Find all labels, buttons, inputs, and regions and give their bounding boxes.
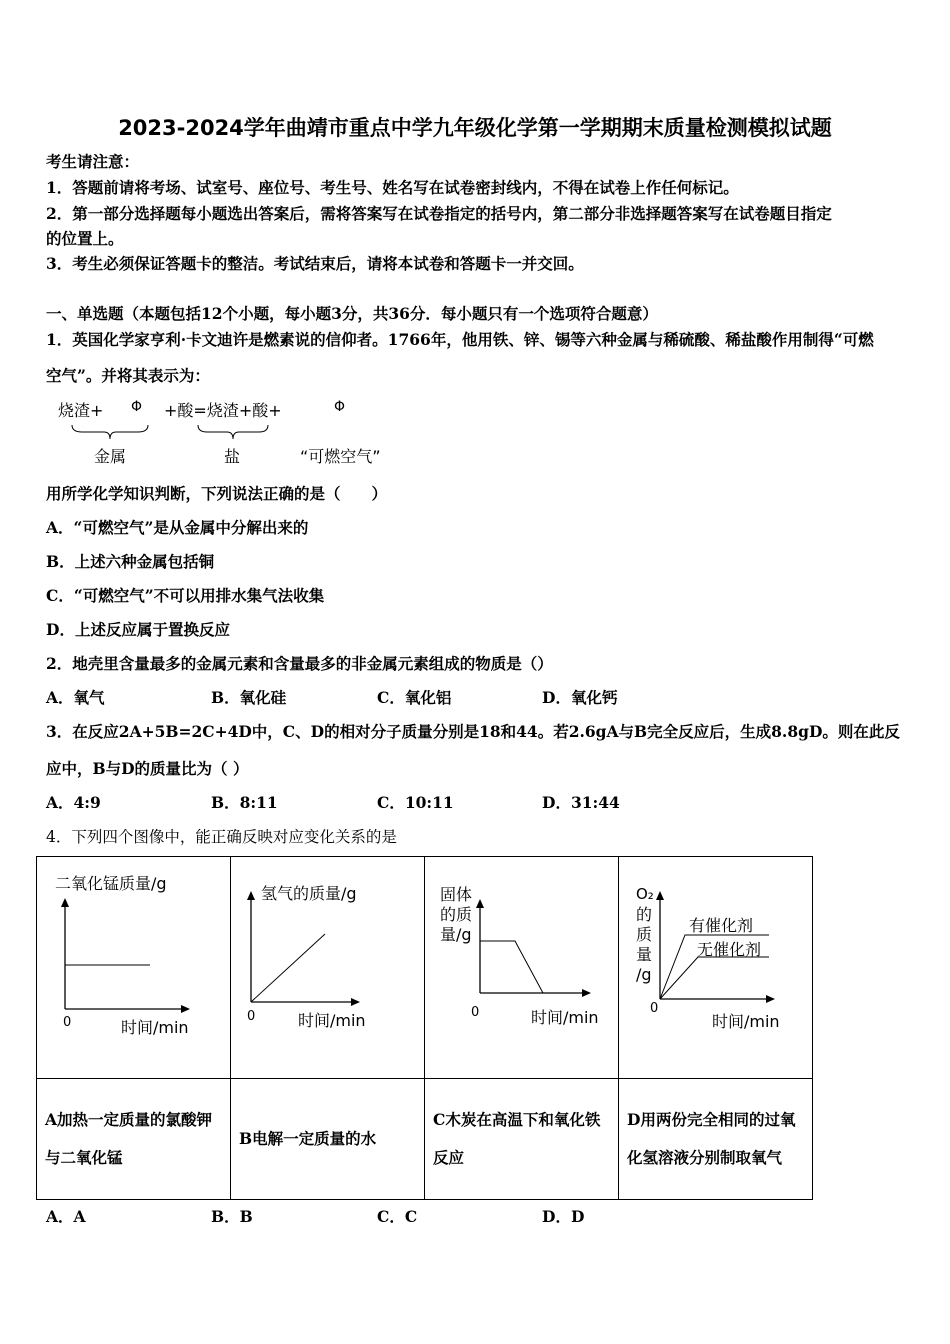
- graph-d-line-no-catalyst: [660, 957, 769, 999]
- graph-d-legend-no-catalyst: 无催化剂: [697, 940, 762, 959]
- q4-option-a: A．A: [46, 1207, 86, 1226]
- q1-stem-line2: 空气”。并将其表示为：: [46, 366, 210, 385]
- desc-c: C木炭在高温下和氧化铁反应: [425, 1079, 619, 1200]
- graph-d-ylabel-1: O₂: [636, 885, 654, 903]
- q1-option-c: C．“可燃空气”不可以用排水集气法收集: [46, 586, 325, 605]
- notice-item: 2．第一部分选择题每小题选出答案后，需将答案写在试卷指定的括号内，第二部分非选择题答案写在试卷题目指定: [46, 204, 832, 223]
- q3-option-d: D．31:44: [542, 793, 620, 812]
- q2-option-c: C．氧化铝: [377, 688, 452, 707]
- q4-option-d: D．D: [542, 1207, 585, 1226]
- graph-a-origin: 0: [63, 1015, 72, 1030]
- graph-c-xlabel: 时间/min: [531, 1008, 599, 1027]
- brace-salt: [196, 423, 270, 441]
- eq-middle: +酸=烧渣+酸+: [164, 401, 282, 420]
- q2-option-d: D．氧化钙: [542, 688, 618, 707]
- q4-option-b: B．B: [211, 1207, 253, 1226]
- graph-d-legend-catalyst: 有催化剂: [689, 916, 754, 935]
- graph-c-line: [480, 941, 543, 993]
- graph-c-y-arrow: [476, 899, 484, 908]
- notice-heading: 考生请注意：: [46, 152, 140, 171]
- desc-b: B电解一定质量的水: [231, 1079, 425, 1200]
- label-metal: 金属: [94, 447, 127, 466]
- q1-option-d: D．上述反应属于置换反应: [46, 620, 230, 639]
- q3-option-c: C．10:11: [377, 793, 454, 812]
- notice-item: 的位置上。: [46, 229, 124, 248]
- q1-option-a: A．“可燃空气”是从金属中分解出来的: [46, 518, 309, 537]
- q3-option-b: B．8:11: [211, 793, 278, 812]
- graph-c-ylabel-3: 量/g: [440, 925, 472, 944]
- q4-graph-table: [36, 856, 813, 1200]
- graph-d-xlabel: 时间/min: [712, 1012, 780, 1031]
- label-salt: 盐: [224, 447, 241, 466]
- graph-d-x-arrow: [766, 995, 775, 1003]
- q2-stem: 2．地壳里含量最多的金属元素和含量最多的非金属元素组成的物质是（）: [46, 654, 553, 673]
- brace-metal: [70, 423, 150, 441]
- graph-b-x-arrow: [351, 998, 360, 1006]
- graph-b-xlabel: 时间/min: [298, 1011, 366, 1030]
- graph-a-x-arrow: [181, 1005, 190, 1013]
- graph-d: [619, 857, 813, 1079]
- graph-c-ylabel-1: 固体: [440, 885, 473, 904]
- notice-item: 3．考生必须保证答题卡的整洁。考试结束后，请将本试卷和答题卡一并交回。: [46, 254, 584, 273]
- graph-b: [231, 857, 425, 1079]
- graph-b-origin: 0: [247, 1009, 256, 1024]
- q2-option-b: B．氧化硅: [211, 688, 287, 707]
- eq-phi-2: Φ: [334, 399, 346, 415]
- label-combustible-air: “可燃空气”: [300, 447, 381, 466]
- desc-a: A加热一定质量的氯酸钾与二氧化锰: [37, 1079, 231, 1200]
- eq-left: 烧渣+: [58, 401, 104, 420]
- graph-d-ylabel-2: 的: [636, 905, 653, 924]
- q3-stem-line2: 应中，B与D的质量比为（ ）: [46, 759, 249, 778]
- q1-option-b: B．上述六种金属包括铜: [46, 552, 215, 571]
- q3-stem-line1: 3．在反应2A+5B=2C+4D中，C、D的相对分子质量分别是18和44。若2.6gA与B完全反应后，生成8.8gD。则在此反: [46, 722, 900, 741]
- section-heading: 一、单选题（本题包括12个小题，每小题3分，共36分．每小题只有一个选项符合题意）: [46, 304, 658, 323]
- graph-d-origin: 0: [650, 1001, 659, 1016]
- q4-option-c: C．C: [377, 1207, 418, 1226]
- q2-option-a: A．氧气: [46, 688, 105, 707]
- q3-option-a: A．4:9: [46, 793, 101, 812]
- graph-b-y-arrow: [247, 891, 255, 900]
- graph-a-xlabel: 时间/min: [121, 1018, 189, 1037]
- graph-c: [425, 857, 619, 1079]
- graph-c-origin: 0: [471, 1005, 480, 1020]
- q1-stem-line1: 1．英国化学家亨利·卡文迪许是燃素说的信仰者。1766年，他用铁、锌、锡等六种金属与稀硫酸、稀盐酸作用制得“可燃: [46, 330, 874, 349]
- graph-b-ylabel: 氢气的质量/g: [261, 884, 357, 903]
- eq-phi-1: Φ: [131, 399, 143, 415]
- graph-b-line: [251, 934, 325, 1002]
- graph-d-ylabel-5: /g: [636, 965, 652, 984]
- q1-question: 用所学化学知识判断，下列说法正确的是（ ）: [46, 484, 388, 503]
- graph-a-ylabel: 二氧化锰质量/g: [55, 874, 167, 893]
- page-title: 2023-2024学年曲靖市重点中学九年级化学第一学期期末质量检测模拟试题: [118, 116, 832, 140]
- graph-d-y-arrow: [656, 891, 664, 900]
- q4-stem: 4．下列四个图像中，能正确反映对应变化关系的是: [46, 828, 397, 846]
- graph-d-ylabel-3: 质: [636, 925, 653, 944]
- notice-item: 1．答题前请将考场、试室号、座位号、考生号、姓名写在试卷密封线内，不得在试卷上作任何标记。: [46, 178, 739, 197]
- desc-d: D用两份完全相同的过氧化氢溶液分别制取氧气: [619, 1079, 813, 1200]
- graph-c-ylabel-2: 的质: [440, 905, 473, 924]
- graph-d-ylabel-4: 量: [636, 945, 653, 964]
- graph-a-y-arrow: [61, 898, 69, 907]
- graph-a: [37, 857, 231, 1079]
- graph-c-x-arrow: [582, 989, 591, 997]
